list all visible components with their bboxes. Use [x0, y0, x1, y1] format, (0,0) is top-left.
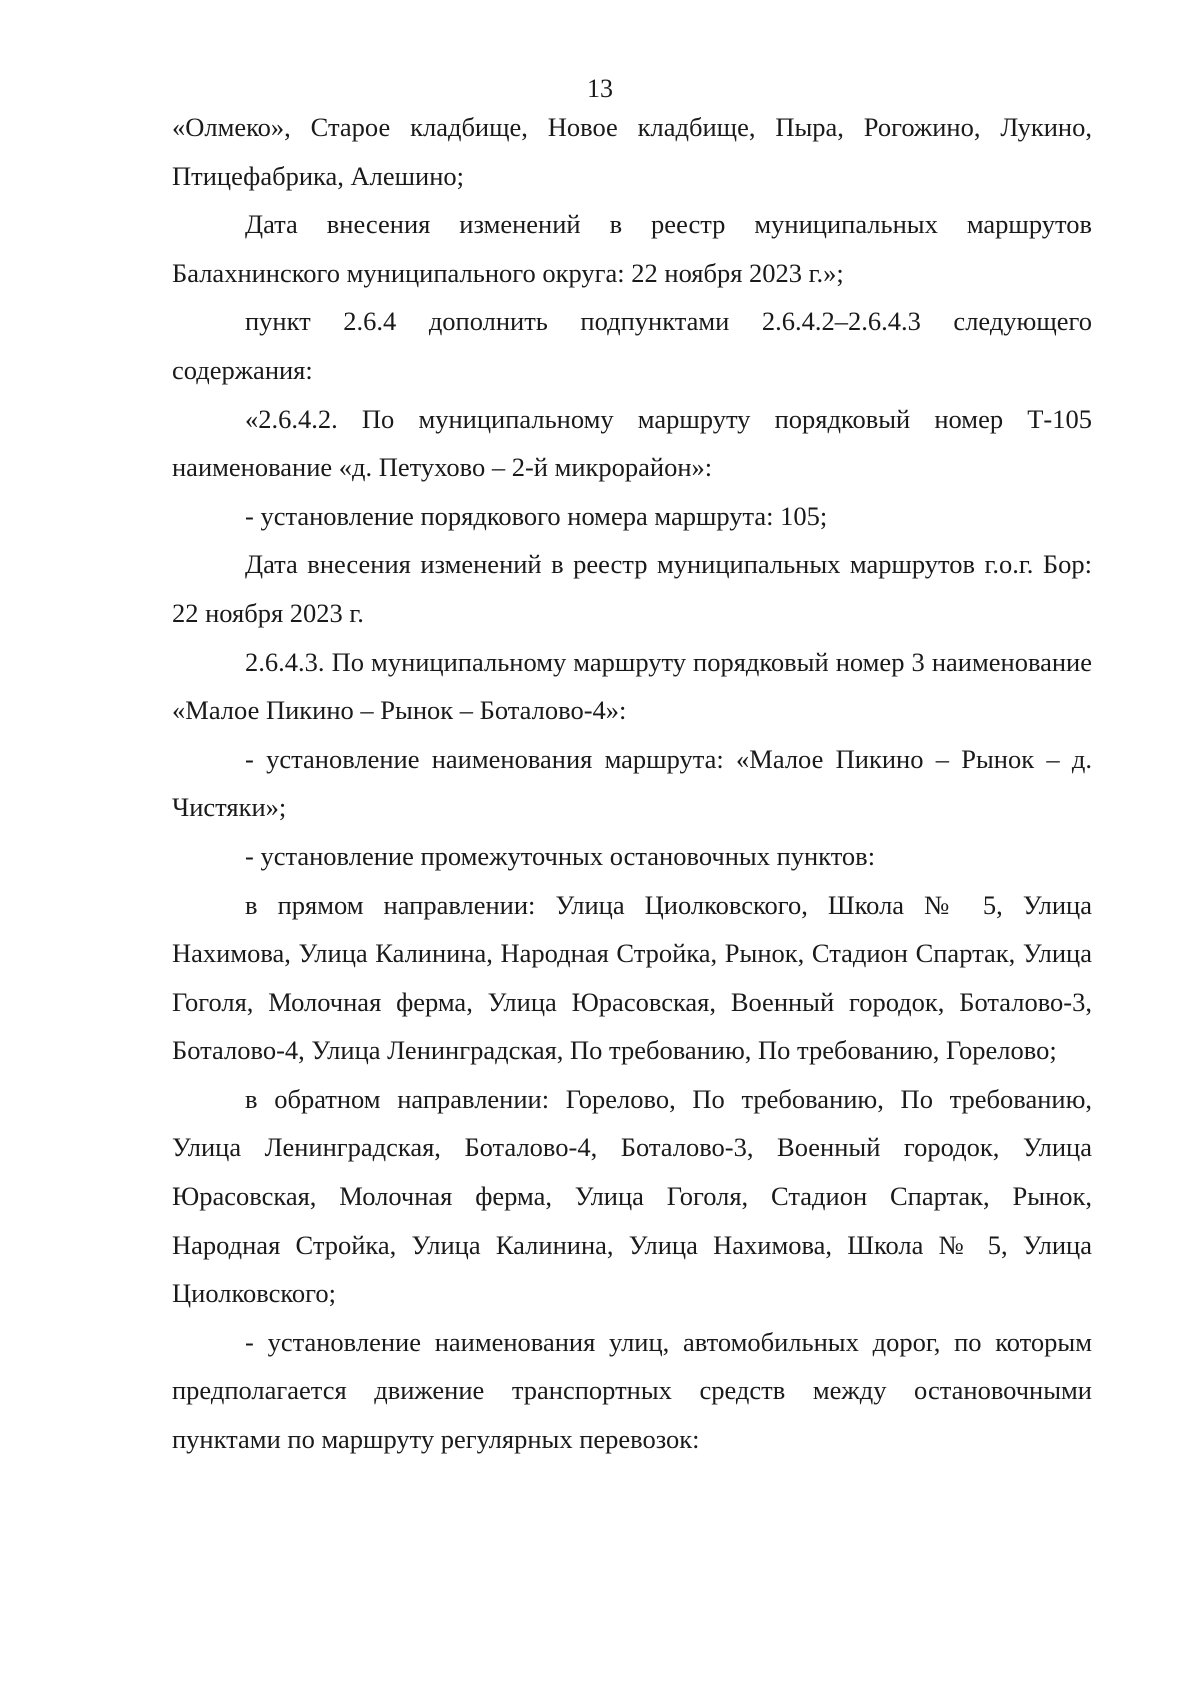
paragraph-reverse-direction: в обратном направлении: Горелово, По требованию, По требованию, Улица Ленинградская, Боталово-4, Боталово-3, Военный городок, Улица Юрасовская, Молочная ферма, Улица Гоголя, Стадион Спартак, Рынок, Народная Стройка, Улица Калинина, Улица Нахимова, Школа № 5, Улица Циолковского;: [172, 1083, 1092, 1309]
paragraph-street-names: - установление наименования улиц, автомобильных дорог, по которым предполагается движение транспортных средств между остановочными пунктами по маршруту регулярных перевозок:: [172, 1326, 1092, 1455]
document-body: [172, 103, 1092, 1464]
paragraph-stops-continuation: «Олмеко», Старое кладбище, Новое кладбище, Пыра, Рогожино, Лукино, Птицефабрика, Алешино;: [172, 112, 1092, 191]
paragraph-forward-direction: в прямом направлении: Улица Циолковского, Школа № 5, Улица Нахимова, Улица Калинина, Народная Стройка, Рынок, Стадион Спартак, Улица Гоголя, Молочная ферма, Улица Юрасовская, Военный городок, Боталово-3, Боталово-4, Улица Ленинградская, По требованию, По требованию, Горелово;: [172, 889, 1092, 1066]
paragraph-route-3: 2.6.4.3. По муниципальному маршруту порядковый номер 3 наименование «Малое Пикино – Рынок – Боталово-4»:: [172, 646, 1092, 726]
page-number: 13: [587, 74, 613, 103]
paragraph-route-number-105: - установление порядкового номера маршрута: 105;: [245, 500, 828, 531]
paragraph-amend-clause-2-6-4: пункт 2.6.4 дополнить подпунктами 2.6.4.2–2.6.4.3 следующего содержания:: [172, 306, 1092, 385]
paragraph-registry-date-balakhna: Дата внесения изменений в реестр муниципальных маршрутов Балахнинского муниципального округа: 22 ноября 2023 г.»;: [172, 209, 1092, 288]
paragraph-registry-date-bor: Дата внесения изменений в реестр муниципальных маршрутов г.о.г. Бор: 22 ноября 2023 г.: [172, 549, 1092, 628]
paragraph-route-name: - установление наименования маршрута: «Малое Пикино – Рынок – д. Чистяки»;: [172, 743, 1092, 823]
paragraph-route-t105: «2.6.4.2. По муниципальному маршруту порядковый номер Т-105 наименование «д. Петухово – 2-й микрорайон»:: [172, 403, 1092, 483]
paragraph-intermediate-stops: - установление промежуточных остановочных пунктов:: [245, 840, 876, 871]
